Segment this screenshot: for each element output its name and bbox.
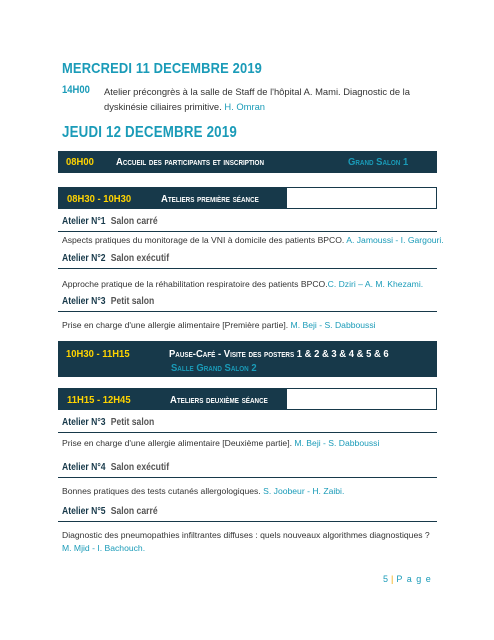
divider [58,231,437,232]
atelier-authors: M. Beji - S. Dabboussi [290,320,376,330]
atelier-room: Salon carré [110,506,158,517]
divider [58,432,437,433]
atelier-room: Salon exécutif [110,253,170,264]
day1-time: 14H00 [62,84,90,96]
atelier-number: Atelier N°3 [62,296,106,307]
block3-location: Salle Grand Salon 2 [171,362,257,374]
page-number-value: 5 [383,574,390,584]
atelier-desc-text: Approche pratique de la réhabilitation respiratoire des patients BPCO. [62,279,328,289]
atelier-heading [62,506,158,517]
block3-label: Pause-Café - Visite des posters 1 & 2 & 3 & 4 & 5 & 6 [169,348,389,360]
atelier-authors: M. Beji - S. Dabboussi [294,438,380,448]
atelier-description [62,319,437,332]
day1-author: H. Omran [224,101,265,112]
day1-text: Atelier précongrès à la salle de Staff de l'hôpital A. Mami. Diagnostic de la dyskinésie ciliaires primitive. [104,86,410,112]
atelier-number: Atelier N°5 [62,506,106,517]
page-separator: | [391,574,395,584]
atelier-room: Petit salon [110,296,155,307]
block3-time: 10H30 - 11H15 [66,348,130,360]
atelier-description [62,437,437,450]
atelier-desc-text: Prise en charge d'une allergie alimentaire [Deuxième partie]. [62,438,292,448]
atelier-desc-text: Diagnostic des pneumopathies infiltrantes diffuses : quels nouveaux algorithmes diagnostiques ? [62,530,430,540]
schedule-bar-ateliers-1 [58,187,437,209]
block1-time: 08H00 [66,156,94,168]
block2-label: Ateliers première séance [161,193,259,205]
block2-time: 08H30 - 10H30 [67,193,132,205]
atelier-room: Petit salon [110,417,155,428]
atelier-number: Atelier N°3 [62,417,106,428]
atelier-description [62,278,437,291]
divider [58,477,437,478]
atelier-description [62,529,437,555]
block4-label: Ateliers deuxième séance [170,394,268,406]
block4-time: 11H15 - 12H45 [67,394,131,406]
atelier-authors: A. Jamoussi - I. Gargouri. [346,235,444,245]
atelier-authors: M. Mjid - I. Bachouch. [62,543,146,553]
divider [58,268,437,269]
schedule-bar-accueil [58,151,437,173]
atelier-number: Atelier N°1 [62,216,106,227]
atelier-room: Salon exécutif [110,462,170,473]
block1-label: Accueil des participants et inscription [116,156,265,168]
atelier-authors: C. Dziri – A. M. Khezami. [327,279,424,289]
block1-location: Grand Salon 1 [348,156,409,168]
atelier-number: Atelier N°2 [62,253,106,264]
atelier-desc-text: Aspects pratiques du monitorage de la VNI à domicile des patients BPCO. [62,235,345,245]
atelier-desc-text: Prise en charge d'une allergie alimentaire [Première partie]. [62,320,289,330]
schedule-bar-ateliers-2 [58,388,437,410]
atelier-heading [62,253,169,264]
divider [58,311,437,312]
page-number [383,574,432,584]
day1-title: MERCREDI 11 DECEMBRE 2019 [62,60,263,77]
divider [58,521,437,522]
atelier-heading [62,216,158,227]
day1-description [104,84,444,114]
atelier-authors: S. Joobeur - H. Zaibi. [263,486,345,496]
atelier-description [62,234,444,247]
atelier-number: Atelier N°4 [62,462,106,473]
atelier-heading [62,296,154,307]
page-label: P a g e [396,574,432,584]
atelier-heading [62,417,154,428]
day2-title: JEUDI 12 DECEMBRE 2019 [62,124,237,141]
atelier-room: Salon carré [110,216,158,227]
atelier-description [62,485,437,498]
atelier-heading [62,462,169,473]
schedule-bar-pause-cafe [58,341,437,377]
atelier-desc-text: Bonnes pratiques des tests cutanés allergologiques. [62,486,261,496]
